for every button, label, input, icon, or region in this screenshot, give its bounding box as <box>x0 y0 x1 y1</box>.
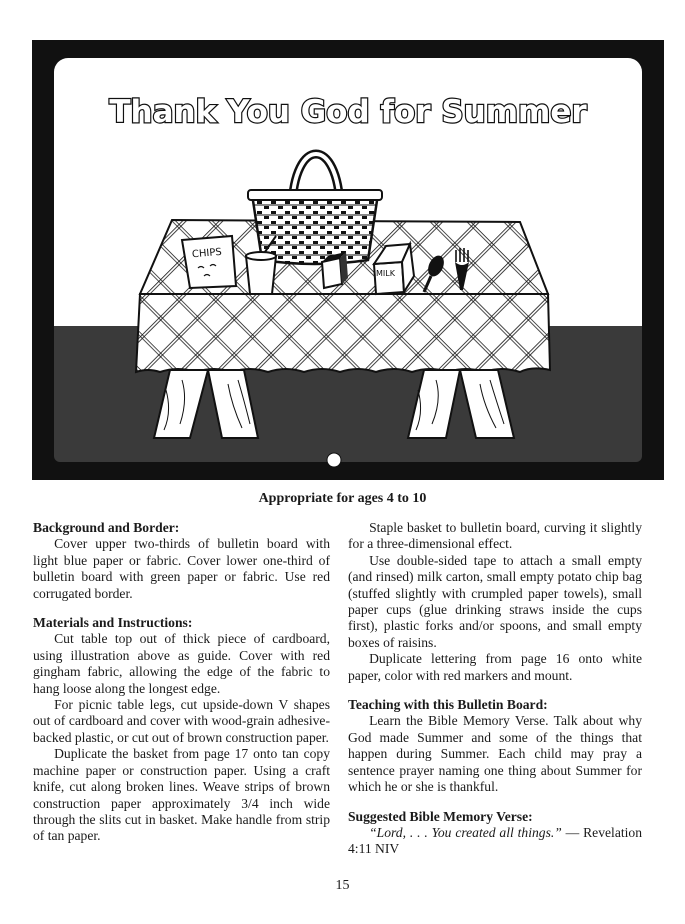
memory-verse-heading: Suggested Bible Memory Verse: <box>348 808 533 824</box>
tablecloth-drape <box>136 294 550 372</box>
materials-paragraph: Cut table top out of thick piece of cardboard, using illustration above as guide. Cover with red gingham fabric, allowing the edge of the fabric to hang loose along the longest edge. <box>33 631 330 696</box>
materials-paragraph: Staple basket to bulletin board, curving it slightly for a three-dimensional effect. <box>348 520 642 552</box>
teaching-heading: Teaching with this Bulletin Board: <box>348 697 548 713</box>
svg-text:MILK: MILK <box>376 269 395 278</box>
page-number: 15 <box>335 878 350 893</box>
instructions-column-left <box>33 520 330 845</box>
background-paragraph: Cover upper two-thirds of bulletin board with light blue paper or fabric. Cover lower one-third of bulletin board with green paper or fabric. Use red corrugated border. <box>33 536 330 601</box>
age-recommendation: Appropriate for ages 4 to 10 <box>258 491 427 506</box>
materials-paragraph: Use double-sided tape to attach a small empty (and rinsed) milk carton, small empty potato chip bag (stuffed slightly with crumpled paper towels), small paper cups (glue drinking straws inside the cups first), plastic forks and/or spoons, and small empty boxes of raisins. <box>348 552 642 650</box>
background-heading: Background and Border: <box>33 520 180 535</box>
logo-mark <box>327 453 341 467</box>
svg-text:CHIPS: CHIPS <box>191 246 223 261</box>
materials-paragraph: Duplicate lettering from page 16 onto white paper, color with red markers and mount. <box>348 651 642 683</box>
board-title: Thank You God for Summer <box>109 94 587 130</box>
materials-paragraph: For picnic table legs, cut upside-down V shapes out of cardboard and cover with wood-grain adhesive-backed plastic, or cut out of brown construction paper. <box>33 697 330 745</box>
bulletin-board-illustration <box>32 40 664 480</box>
instructions-column-right <box>348 520 642 858</box>
materials-heading: Materials and Instructions: <box>33 615 193 631</box>
chips-bag <box>182 236 236 288</box>
materials-paragraph: Duplicate the basket from page 17 onto tan copy machine paper or construction paper. Using a craft knife, cut along broken lines. Weave strips of brown construction paper approximately 3/4 inch wide through the slits cut in basket. Make handle from strip of tan paper. <box>33 746 330 844</box>
memory-verse <box>348 825 642 858</box>
memory-verse-quote: “Lord, . . . You created all things.” <box>369 824 562 840</box>
memory-verse-reference: — Revelation 4:11 NIV <box>348 824 643 857</box>
teaching-paragraph: Learn the Bible Memory Verse. Talk about why God made Summer and some of the things that happen during Summer. Each child may pray a sentence prayer naming one thing about Summer for which he or she is thankful. <box>348 713 642 795</box>
